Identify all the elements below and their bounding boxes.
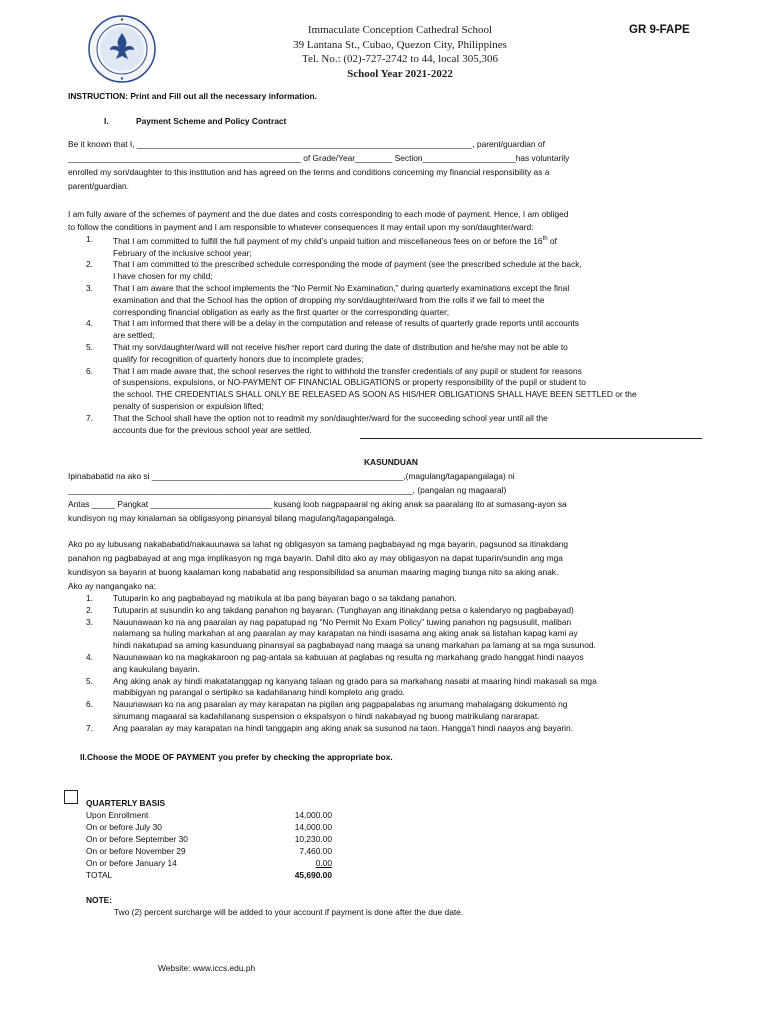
list-item-line: I have chosen for my child; <box>113 271 213 282</box>
payment-row-label: On or before July 30 <box>86 822 162 832</box>
filipino-terms-list <box>86 593 706 735</box>
payment-row-label: On or before January 14 <box>86 858 177 868</box>
school-name: Immaculate Conception Cathedral School <box>307 24 493 36</box>
filipino-term-item <box>86 699 706 723</box>
english-term-item <box>86 342 706 366</box>
english-term-item <box>86 413 706 437</box>
list-item-line: That the School shall have the option not to readmit my son/daughter/ward for the succeeding school year until all the <box>113 412 548 423</box>
website-footer: Website: www.iccs.edu.ph <box>158 963 256 973</box>
awareness-line-1: I am fully aware of the schemes of payment and the due dates and costs corresponding to each mode of payment. Hence, I am obliged <box>68 209 569 219</box>
list-item-line: sinumang magaaral sa kadahilanang suspension o ekspalsyon o hindi nakabayad ng buong matrikulang nararapat. <box>113 710 540 721</box>
filipino-term-item <box>86 593 706 605</box>
list-item-line: corresponding financial obligation as early as the first quarter or the corresponding quarter; <box>113 306 450 317</box>
list-item-line: are settled; <box>113 330 155 341</box>
english-terms-list <box>86 234 706 436</box>
payment-row-amount: 7,460.00 <box>299 846 332 856</box>
list-item-line: That I am committed to the prescribed schedule corresponding the mode of payment (see the prescribed schedule at the back, <box>113 259 582 270</box>
intro-line-4: parent/guardian. <box>68 181 129 191</box>
filipino-term-item <box>86 652 706 676</box>
filipino-term-item <box>86 676 706 700</box>
section-2-title: II.Choose the MODE OF PAYMENT you prefer by checking the appropriate box. <box>80 752 393 762</box>
filipino-term-item <box>86 723 706 735</box>
list-item-line: February of the inclusive school year; <box>113 247 252 258</box>
list-item-number: 4. <box>86 318 93 329</box>
kasunduan-line-2: __________________________________________________________________________, (pangalan ng magaaral) <box>68 485 507 495</box>
list-item-line: That my son/daughter/ward will not receive his/her report card during the date of distribution and he/she may not be able to <box>113 341 568 352</box>
list-item-number: 2. <box>86 604 93 615</box>
intro-line-3: enrolled my son/daughter to this institution and has agreed on the terms and conditions concerning my financial responsibility as a <box>68 167 550 177</box>
payment-row-amount: 14,000.00 <box>294 810 332 820</box>
school-seal-icon <box>88 15 156 83</box>
kasunduan-line-1: Ipinababatid na ako si ______________________________________________________,(magulang/tagapangalaga) ni <box>68 471 515 481</box>
note-title: NOTE: <box>86 895 113 905</box>
note-text: Two (2) percent surcharge will be added to your account if payment is done after the due date. <box>114 907 464 917</box>
list-item-number: 2. <box>86 259 93 270</box>
list-item-number: 6. <box>86 699 93 710</box>
kasunduan-title: KASUNDUAN <box>364 457 418 467</box>
school-telephone: Tel. No.: (02)-727-2742 to 44, local 305,306 <box>302 53 498 65</box>
kasunduan-p2-line-3: kundisyon sa bayarin at buong kaalaman kong nababatid ang responsibilidad sa anuman maaring maging bunga nito sa aking anak. <box>68 567 559 577</box>
list-item-line: examination and that the School has the option of dropping my son/daughter/ward from the rolls if we fail to meet the <box>113 294 545 305</box>
list-item-line: Nauunawaan ko na ang paaralan ay may karapatan na pigilan ang pagpapalabas ng anumang mahalagang dokumento ng <box>113 699 568 710</box>
section-1-title: Payment Scheme and Policy Contract <box>136 116 287 126</box>
list-item-line: Tutuparin at susundin ko ang takdang panahon ng bayaran. (Tunghayan ang itinakdang petsa o kalendaryo ng pagbabayad) <box>113 604 574 615</box>
list-item-line: Ang paaralan ay may karapatan na hindi tanggapin ang aking anak sa susunod na taon. Hangga’t hindi naayos ang bayarin. <box>113 722 574 733</box>
payment-total-amount: 45,690.00 <box>294 870 332 880</box>
filipino-term-item <box>86 605 706 617</box>
payment-row-label: On or before September 30 <box>86 834 188 844</box>
list-item-number: 3. <box>86 616 93 627</box>
english-term-item <box>86 283 706 318</box>
list-item-line: hindi nakatupad sa aming kasunduang pinansyal sa pagbabayad nang maaga sa unang markahan pa lamang at sa mga susunod. <box>113 640 596 651</box>
payment-row-amount: 10,230.00 <box>294 834 332 844</box>
list-item-line: qualify for recognition of quarterly honors due to incomplete grades; <box>113 353 364 364</box>
list-item-number: 3. <box>86 282 93 293</box>
list-item-line: That I am aware that the school implements the “No Permit No Examination,” during quarterly examinations except the final <box>113 282 570 293</box>
list-item-line: mabibigyan ng parangal o sertipiko sa kadahilanang hindi kompleto ang grado. <box>113 687 405 698</box>
list-item-line: That I am committed to fulfill the full payment of my child’s unpaid tuition and miscellaneous fees on or before the 16th of <box>113 235 557 246</box>
intro-line-2: __________________________________________________ of Grade/Year________ Section____________________has voluntarily <box>68 153 570 163</box>
list-item-line: ang kaukulang bayarin. <box>113 663 200 674</box>
list-item-line: accounts due for the previous school year are settled. <box>113 424 312 435</box>
list-item-line: nalamang sa huling markahan at ang paaralan ay may karapatan na hindi isasama ang aking anak sa listahan kapag kami ay <box>113 628 578 639</box>
list-item-number: 4. <box>86 651 93 662</box>
school-address: 39 Lantana St., Cubao, Quezon City, Philippines <box>293 38 507 51</box>
list-item-line: penalty of suspension or expulsion lifted; <box>113 400 264 411</box>
kasunduan-p2-line-2: panahon ng pagbabayad at ang mga implikasyon ng mga bayarin. Dahil dito ako ay may obligasyon na dapat tuparin/sundin ang mga <box>68 553 563 563</box>
list-item-number: 1. <box>86 234 93 244</box>
kasunduan-line-4: kundisyon ng may kinalaman sa obligasyong pinansyal bilang magulang/tagapangalaga. <box>68 513 396 523</box>
quarterly-basis-checkbox[interactable] <box>64 790 78 804</box>
filipino-term-item <box>86 617 706 652</box>
payment-row-amount: 0.00 <box>315 858 332 868</box>
list-item-line: That I am informed that there will be a delay in the computation and release of results of quarterly grade reports until accounts <box>113 318 579 329</box>
instruction-text: INSTRUCTION: Print and Fill out all the necessary information. <box>68 91 317 101</box>
list-item-number: 6. <box>86 365 93 376</box>
english-term-item <box>86 234 706 259</box>
english-term-item <box>86 259 706 283</box>
kasunduan-line-3: Antas _____ Pangkat __________________________ kusang loob nagpapaaral ng aking anak sa paaralang ito at sumasang-ayon sa <box>68 499 567 509</box>
list-item-line: the school. THE CREDENTIALS SHALL ONLY BE RELEASED AS SOON AS HIS/HER OBLIGATIONS SHALL HAVE BEEN SETTLED or the <box>113 389 637 400</box>
english-term-item <box>86 318 706 342</box>
list-item-line: That I am made aware that, the school reserves the right to withhold the transfer credentials of any pupil or student for reasons <box>113 365 582 376</box>
section-divider <box>360 438 702 439</box>
list-item-number: 5. <box>86 341 93 352</box>
intro-line-1: Be it known that I, ________________________________________________________________________, parent/guardian of <box>68 139 545 149</box>
list-item-number: 1. <box>86 593 93 603</box>
payment-row-label: On or before November 29 <box>86 846 186 856</box>
list-item-line: Nauunawaan ko na magkakaroon ng pag-antala sa kabuuan at paglabas ng resulta ng markahang grado hanggat hindi naayos <box>113 651 584 662</box>
list-item-line: Nauunawaan ko na ang paaralan ay nag papatupad ng “No Permit No Exam Policy” tuwing panahon ng pagsusulit, maliban <box>113 616 572 627</box>
list-item-line: Ang aking anak ay hindi makatatanggap ng kanyang talaan ng grado para sa markahang nasabi at maaring hindi makasali sa mga <box>113 675 597 686</box>
payment-row-label: Upon Enrollment <box>86 810 149 820</box>
list-item-line: Tutuparin ko ang pagbabayad ng matrikula at iba pang bayaran bago o sa takdang panahon. <box>113 593 457 603</box>
payment-scheme-title: QUARTERLY BASIS <box>86 798 166 808</box>
list-item-line: of suspensions, expulsions, or NO-PAYMENT OF FINANCIAL OBLIGATIONS or property responsibility of the pupil or student to <box>113 377 586 388</box>
list-item-number: 5. <box>86 675 93 686</box>
list-item-number: 7. <box>86 412 93 423</box>
form-code: GR 9-FAPE <box>629 24 690 36</box>
awareness-line-2: to follow the conditions in payment and I am responsible to whatever consequences it may entail upon my son/daughter/ward: <box>68 222 534 232</box>
payment-row-amount: 14,000.00 <box>294 822 332 832</box>
school-year: School Year 2021-2022 <box>347 67 453 80</box>
school-header <box>230 23 570 81</box>
section-1-number: I. <box>104 116 109 126</box>
list-item-number: 7. <box>86 722 93 733</box>
payment-total-label: TOTAL <box>86 870 113 880</box>
kasunduan-p2-line-4: Ako ay nangangako na: <box>68 581 157 591</box>
english-term-item <box>86 366 706 413</box>
kasunduan-p2-line-1: Ako po ay lubusang nakababatid/nakauunawa sa lahat ng obligasyon sa tamang pagbabayad ng mga bayarin, pagsunod sa itinakdang <box>68 539 569 549</box>
